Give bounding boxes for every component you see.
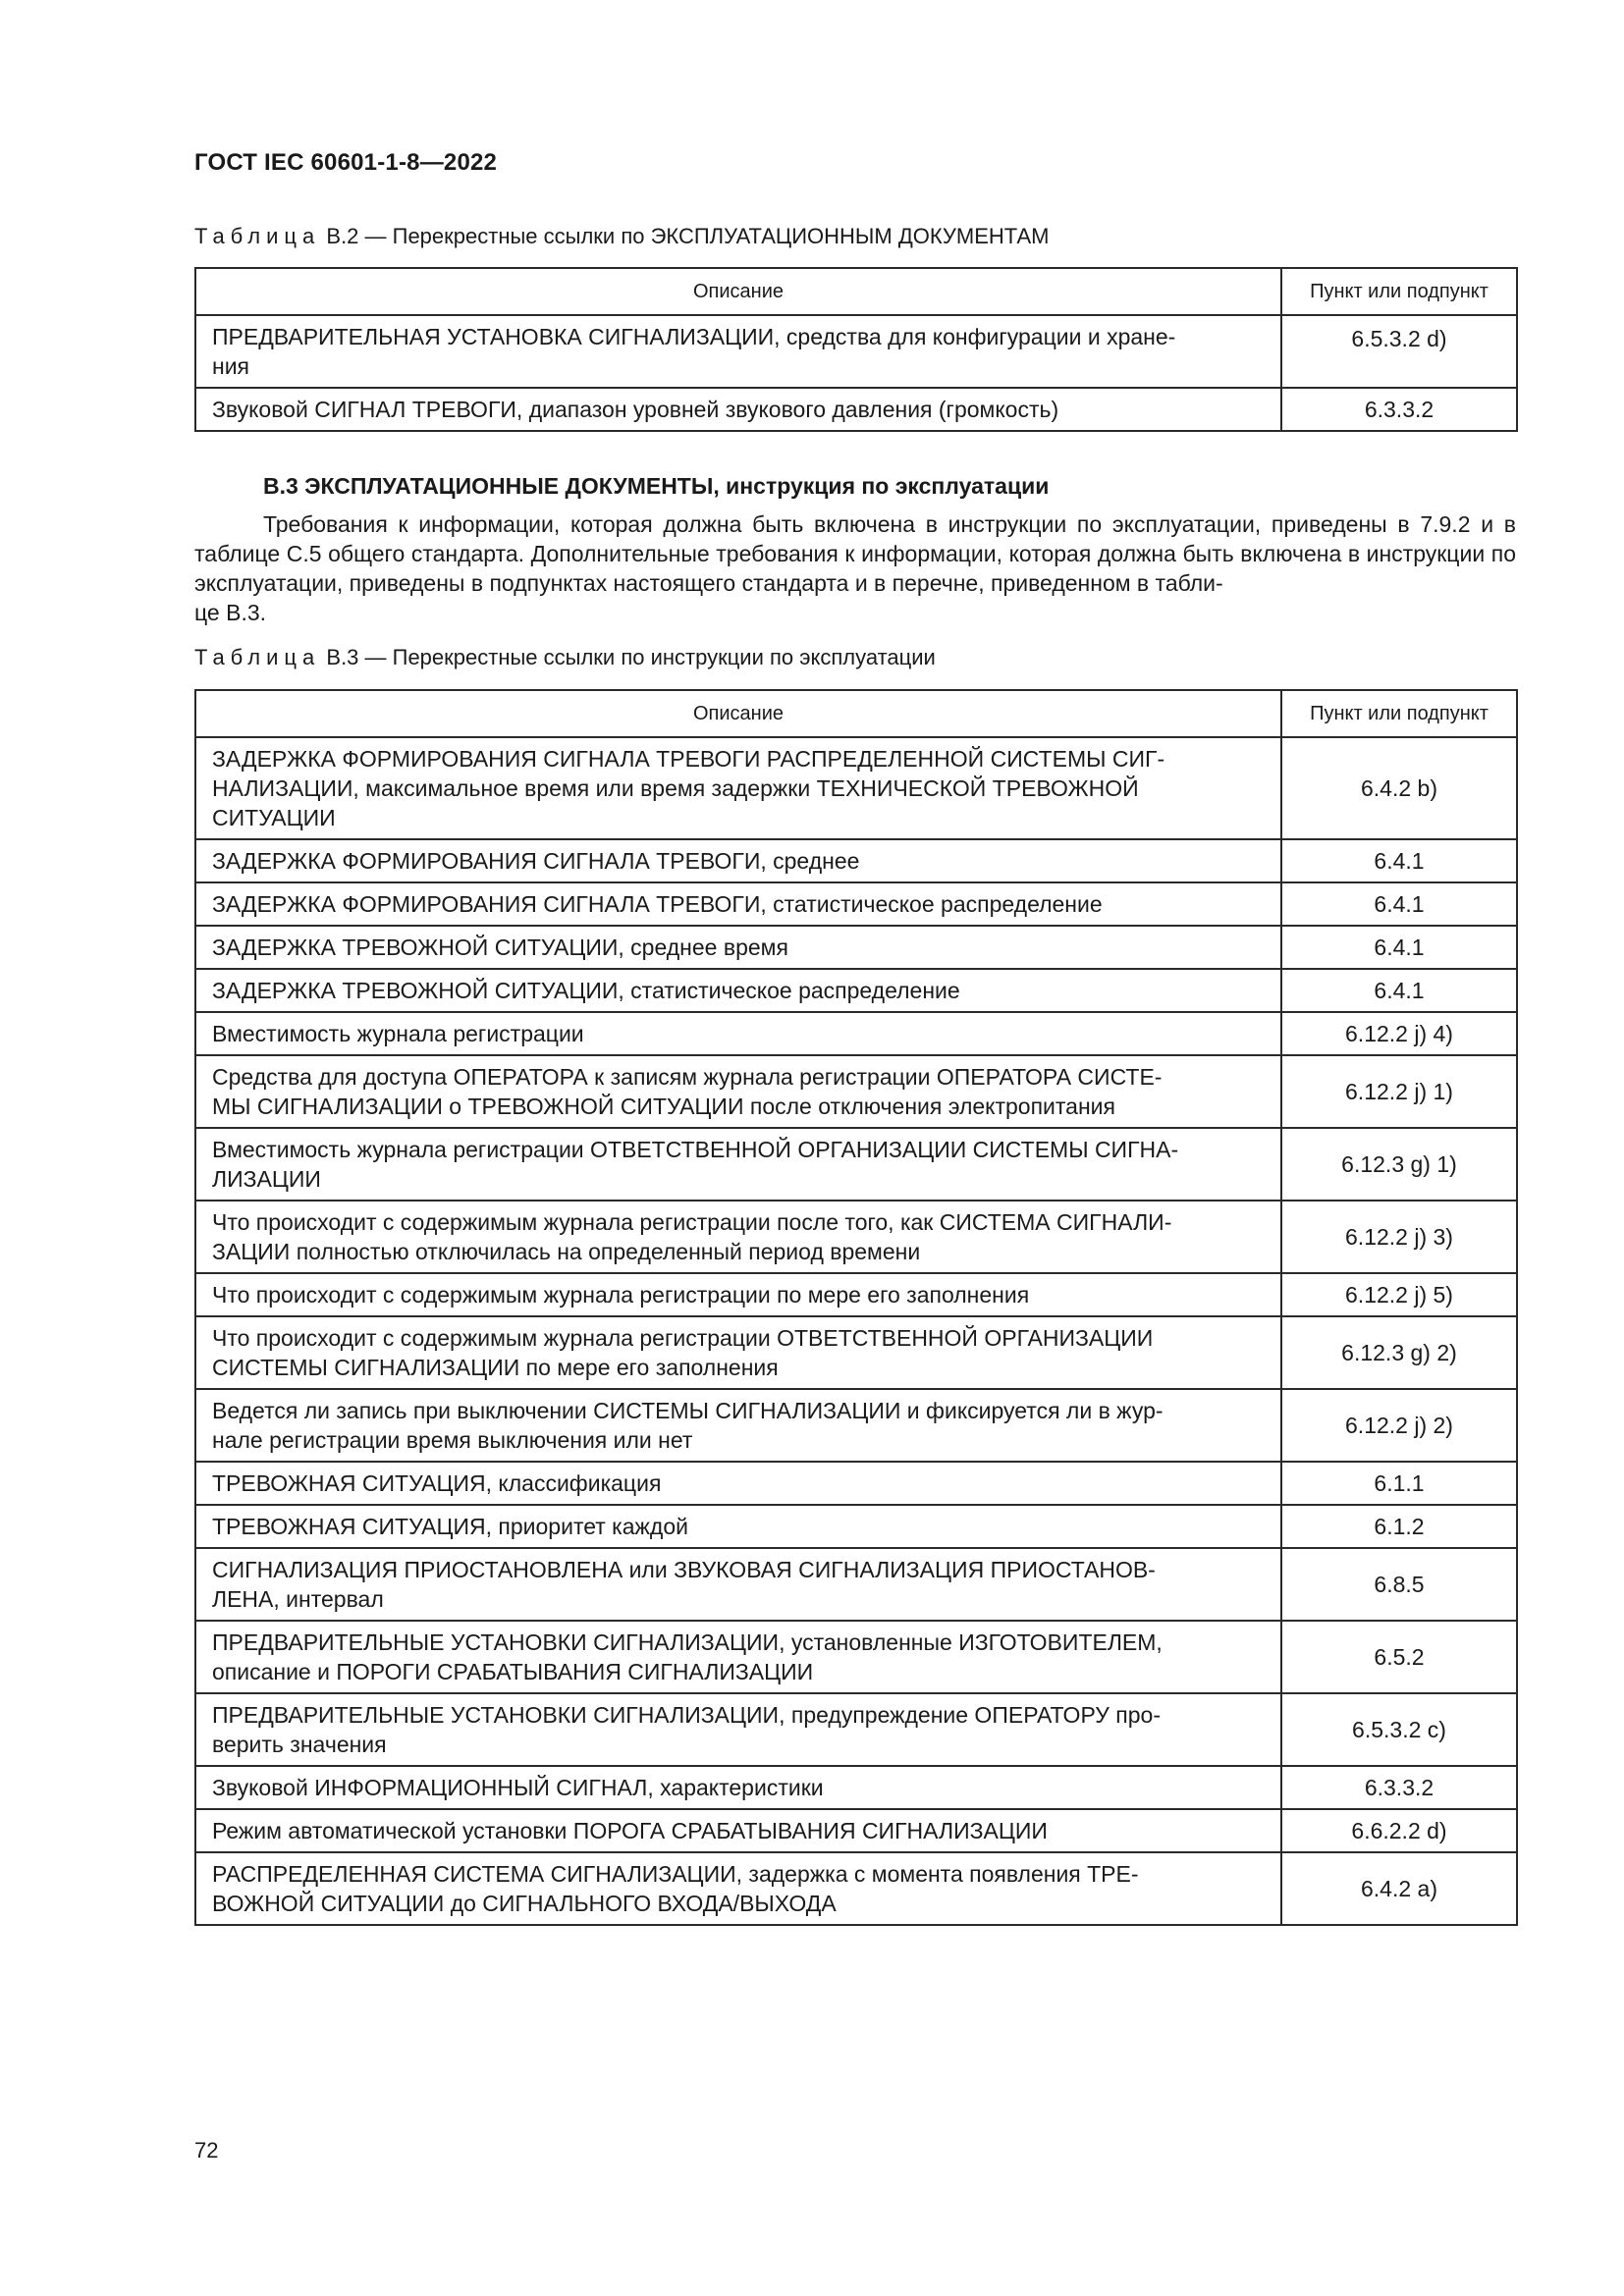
table-row [195, 1273, 1517, 1316]
column-header-clause: Пункт или подпункт [1281, 268, 1517, 315]
row-description: ЗАДЕРЖКА ТРЕВОЖНОЙ СИТУАЦИИ, статистическое распределение [195, 969, 1281, 1012]
row-clause-reference: 6.5.3.2 c) [1281, 1693, 1517, 1766]
table-row [195, 388, 1517, 431]
table-row [195, 1055, 1517, 1128]
table-row [195, 1809, 1517, 1852]
document-header: ГОСТ IEC 60601-1-8—2022 [194, 149, 498, 176]
row-description: Что происходит с содержимым журнала регистрации ОТВЕТСТВЕННОЙ ОРГАНИЗАЦИИ СИСТЕМЫ СИГНАЛИЗАЦИИ по мере его заполнения [195, 1316, 1281, 1389]
row-description: Звуковой ИНФОРМАЦИОННЫЙ СИГНАЛ, характеристики [195, 1766, 1281, 1809]
row-description: Звуковой СИГНАЛ ТРЕВОГИ, диапазон уровней звукового давления (громкость) [195, 388, 1281, 431]
table-row [195, 1505, 1517, 1548]
row-description: Что происходит с содержимым журнала регистрации по мере его заполнения [195, 1273, 1281, 1316]
row-description: СИГНАЛИЗАЦИЯ ПРИОСТАНОВЛЕНА или ЗВУКОВАЯ СИГНАЛИЗАЦИЯ ПРИОСТАНОВ- ЛЕНА, интервал [195, 1548, 1281, 1621]
row-description: Режим автоматической установки ПОРОГА СРАБАТЫВАНИЯ СИГНАЛИЗАЦИИ [195, 1809, 1281, 1852]
row-clause-reference: 6.5.2 [1281, 1621, 1517, 1693]
table-b3-caption [194, 645, 936, 670]
row-clause-reference: 6.12.2 j) 5) [1281, 1273, 1517, 1316]
table-b3 [194, 689, 1518, 1926]
row-clause-reference: 6.3.3.2 [1281, 1766, 1517, 1809]
table-row [195, 882, 1517, 926]
column-header-description: Описание [195, 690, 1281, 737]
table-b3-caption-text: В.3 — Перекрестные ссылки по инструкции по эксплуатации [326, 645, 936, 669]
row-clause-reference: 6.4.1 [1281, 839, 1517, 882]
table-row [195, 315, 1517, 388]
table-row [195, 1201, 1517, 1273]
row-description: Ведется ли запись при выключении СИСТЕМЫ СИГНАЛИЗАЦИИ и фиксируется ли в жур- нале регистрации время выключения или нет [195, 1389, 1281, 1462]
row-description: ПРЕДВАРИТЕЛЬНАЯ УСТАНОВКА СИГНАЛИЗАЦИИ, средства для конфигурации и хране- ния [195, 315, 1281, 388]
row-clause-reference: 6.12.2 j) 1) [1281, 1055, 1517, 1128]
table-row [195, 839, 1517, 882]
row-clause-reference: 6.8.5 [1281, 1548, 1517, 1621]
table-row [195, 1012, 1517, 1055]
table-row [195, 1316, 1517, 1389]
row-clause-reference: 6.12.2 j) 2) [1281, 1389, 1517, 1462]
row-description: ЗАДЕРЖКА ФОРМИРОВАНИЯ СИГНАЛА ТРЕВОГИ, среднее [195, 839, 1281, 882]
column-header-description: Описание [195, 268, 1281, 315]
table-row [195, 737, 1517, 839]
section-heading: В.3 ЭКСПЛУАТАЦИОННЫЕ ДОКУМЕНТЫ, инструкция по эксплуатации [263, 473, 1050, 499]
row-description: ПРЕДВАРИТЕЛЬНЫЕ УСТАНОВКИ СИГНАЛИЗАЦИИ, предупреждение ОПЕРАТОРУ про- верить значения [195, 1693, 1281, 1766]
row-description: Вместимость журнала регистрации ОТВЕТСТВЕННОЙ ОРГАНИЗАЦИИ СИСТЕМЫ СИГНА- ЛИЗАЦИИ [195, 1128, 1281, 1201]
table-row [195, 926, 1517, 969]
row-description: РАСПРЕДЕЛЕННАЯ СИСТЕМА СИГНАЛИЗАЦИИ, задержка с момента появления ТРЕ- ВОЖНОЙ СИТУАЦИИ до СИГНАЛЬНОГО ВХОДА/ВЫХОДА [195, 1852, 1281, 1925]
row-description: ЗАДЕРЖКА ФОРМИРОВАНИЯ СИГНАЛА ТРЕВОГИ РАСПРЕДЕЛЕННОЙ СИСТЕМЫ СИГ- НАЛИЗАЦИИ, максимальное время или время задержки ТЕХНИЧЕСКОЙ ТРЕВОЖНОЙ СИТУАЦИИ [195, 737, 1281, 839]
row-clause-reference: 6.3.3.2 [1281, 388, 1517, 431]
table-b2 [194, 267, 1518, 432]
row-description: Что происходит с содержимым журнала регистрации после того, как СИСТЕМА СИГНАЛИ- ЗАЦИИ полностью отключилась на определенный период времени [195, 1201, 1281, 1273]
row-description: ТРЕВОЖНАЯ СИТУАЦИЯ, приоритет каждой [195, 1505, 1281, 1548]
row-clause-reference: 6.5.3.2 d) [1281, 315, 1517, 388]
row-description: ЗАДЕРЖКА ФОРМИРОВАНИЯ СИГНАЛА ТРЕВОГИ, статистическое распределение [195, 882, 1281, 926]
row-clause-reference: 6.12.2 j) 3) [1281, 1201, 1517, 1273]
row-clause-reference: 6.12.3 g) 1) [1281, 1128, 1517, 1201]
row-clause-reference: 6.6.2.2 d) [1281, 1809, 1517, 1852]
table-b2-caption-label: Таблица [194, 224, 321, 248]
table-header-row [195, 690, 1517, 737]
row-description: ПРЕДВАРИТЕЛЬНЫЕ УСТАНОВКИ СИГНАЛИЗАЦИИ, установленные ИЗГОТОВИТЕЛЕМ, описание и ПОРОГИ СРАБАТЫВАНИЯ СИГНАЛИЗАЦИИ [195, 1621, 1281, 1693]
table-row [195, 969, 1517, 1012]
row-clause-reference: 6.4.2 a) [1281, 1852, 1517, 1925]
row-clause-reference: 6.4.1 [1281, 882, 1517, 926]
row-clause-reference: 6.4.2 b) [1281, 737, 1517, 839]
row-clause-reference: 6.1.2 [1281, 1505, 1517, 1548]
row-clause-reference: 6.4.1 [1281, 926, 1517, 969]
table-b2-caption-text: В.2 — Перекрестные ссылки по ЭКСПЛУАТАЦИОННЫМ ДОКУМЕНТАМ [326, 224, 1050, 248]
table-row [195, 1462, 1517, 1505]
table-row [195, 1389, 1517, 1462]
table-row [195, 1128, 1517, 1201]
table-row [195, 1766, 1517, 1809]
table-b3-caption-label: Таблица [194, 645, 321, 669]
row-description: ЗАДЕРЖКА ТРЕВОЖНОЙ СИТУАЦИИ, среднее время [195, 926, 1281, 969]
table-row [195, 1852, 1517, 1925]
row-description: Средства для доступа ОПЕРАТОРА к записям журнала регистрации ОПЕРАТОРА СИСТЕ- МЫ СИГНАЛИЗАЦИИ о ТРЕВОЖНОЙ СИТУАЦИИ после отключения электропитания [195, 1055, 1281, 1128]
table-b2-caption [194, 224, 1049, 249]
table-row [195, 1693, 1517, 1766]
row-clause-reference: 6.1.1 [1281, 1462, 1517, 1505]
table-header-row [195, 268, 1517, 315]
row-clause-reference: 6.12.2 j) 4) [1281, 1012, 1517, 1055]
page-number: 72 [194, 2138, 219, 2163]
row-clause-reference: 6.12.3 g) 2) [1281, 1316, 1517, 1389]
row-clause-reference: 6.4.1 [1281, 969, 1517, 1012]
table-row [195, 1548, 1517, 1621]
table-row [195, 1621, 1517, 1693]
row-description: ТРЕВОЖНАЯ СИТУАЦИЯ, классификация [195, 1462, 1281, 1505]
section-paragraph: Требования к информации, которая должна быть включена в инструкции по эксплуатации, приведены в 7.9.2 и в таблице С.5 общего стандарта. Дополнительные требования к информации, которая должна быть включена в инструкции по эксплуатации, приведены в подпунктах настоящего стандарта и в перечне, приведенном в табли- це В.3. [194, 511, 1516, 625]
column-header-clause: Пункт или подпункт [1281, 690, 1517, 737]
row-description: Вместимость журнала регистрации [195, 1012, 1281, 1055]
